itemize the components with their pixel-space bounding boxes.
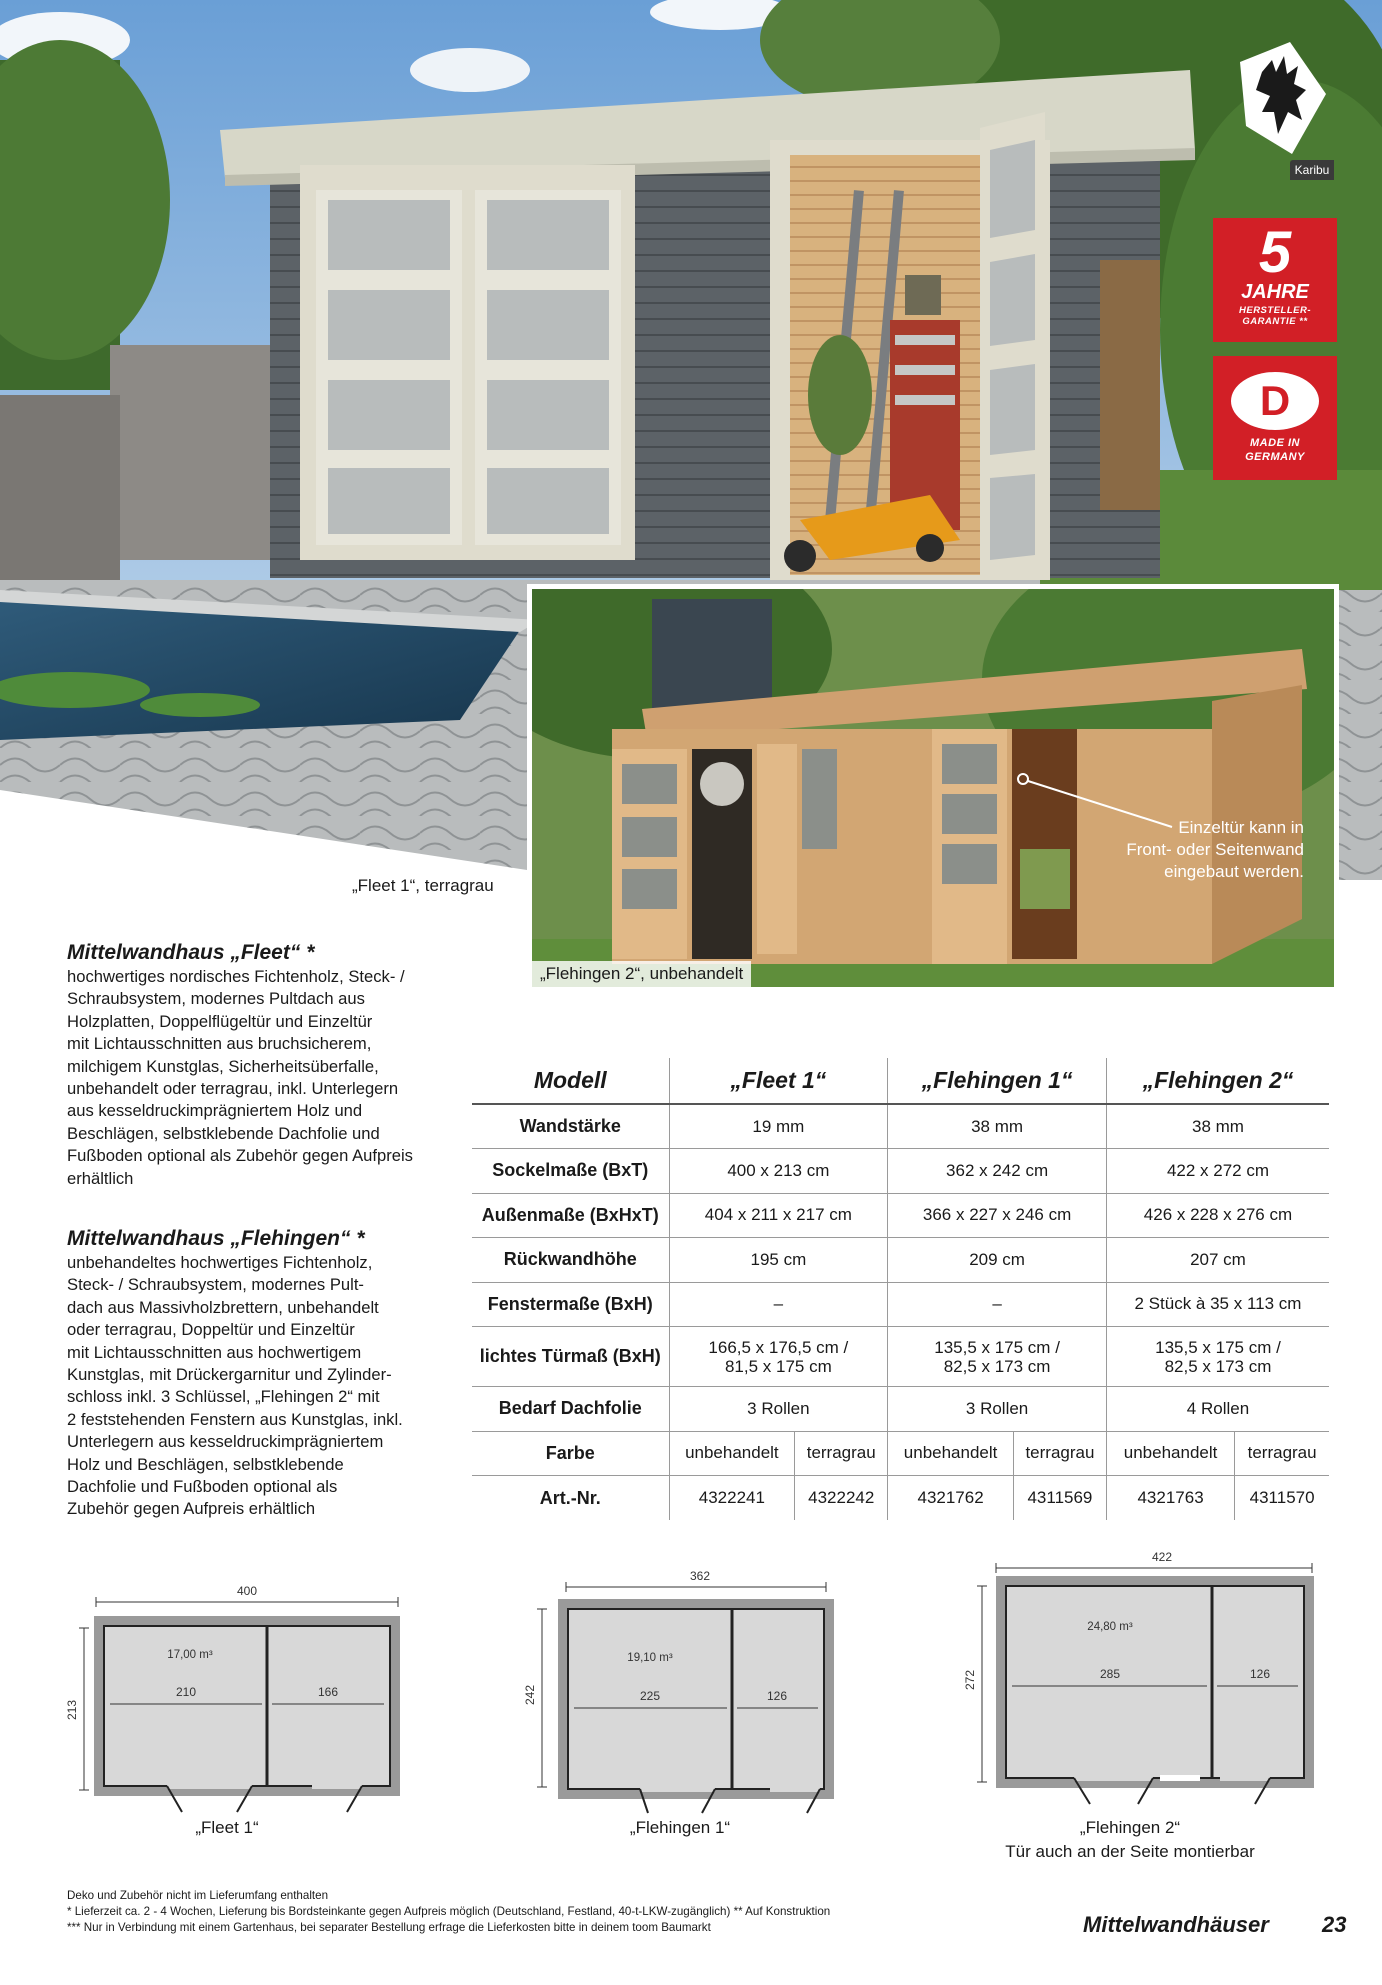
description-line: unbehandelt oder terragrau, inkl. Unterlegern [67,1079,399,1099]
country-oval-icon [1231,372,1319,430]
made-text-1: MADE IN [1250,437,1300,449]
description-line: Dachfolie und Fußboden optional als [67,1477,338,1497]
table-row [472,1238,1329,1283]
description-line: Unterlegern aus kesseldruckimprägniertem [67,1432,384,1452]
floor-plan-flehingen-1 [520,1565,850,1820]
table-cell [1106,1327,1329,1387]
plan-volume: 24,80 m³ [1087,1621,1133,1633]
table-row [472,1327,1329,1387]
description-line: Kunstglas, mit Drückergarnitur und Zylinder- [67,1365,392,1385]
plan-room-right: 126 [766,1689,788,1703]
cell-line: 135,5 x 175 cm / [934,1337,1060,1357]
description-line: Holz und Beschlägen, selbstklebende [67,1454,344,1474]
table-cell: 422 x 272 cm [1106,1149,1329,1194]
header-flehingen-1: „Flehingen 1“ [888,1058,1107,1104]
footer-note-1: Deko und Zubehör nicht im Lieferumfang enthalten [67,1889,329,1902]
table-cell: 2 Stück à 35 x 113 cm [1106,1282,1329,1327]
plan-label-fleet-1: „Fleet 1“ [195,1818,259,1837]
inset-caption: „Flehingen 2“, unbehandelt [532,961,751,987]
table-row [472,1282,1329,1327]
description-line: Zubehör gegen Aufpreis erhältlich [67,1499,316,1519]
cell-line: 166,5 x 176,5 cm / [708,1337,849,1357]
description-line: aus kesseldruckimprägniertem Holz und [67,1101,363,1121]
description-line: oder terragrau, Doppeltür und Einzeltür [67,1320,355,1340]
plan-depth: 272 [963,1669,977,1691]
table-cell: terragrau [1013,1431,1106,1476]
page-number: 23 [1322,1912,1347,1937]
brand-name: Karibu [1290,160,1334,180]
plan-depth: 242 [523,1684,537,1706]
plan-name: „Flehingen 2“ [1079,1818,1181,1837]
table-row [472,1104,1329,1149]
description-title: Mittelwandhaus „Fleet“ * [67,941,315,964]
plan-note: Tür auch an der Seite montierbar [1005,1842,1255,1861]
table-row [472,1387,1329,1432]
warranty-badge [1213,218,1337,342]
table-cell: unbehandelt [888,1431,1014,1476]
description-line: mit Lichtausschnitten aus hochwertigem [67,1342,362,1362]
warranty-text-2: GARANTIE ** [1242,316,1308,327]
row-label: Wandstärke [472,1104,669,1149]
plan-volume: 19,10 m³ [627,1652,673,1664]
row-label: Rückwandhöhe [472,1238,669,1283]
table-cell: 426 x 228 x 276 cm [1106,1193,1329,1238]
table-cell: 400 x 213 cm [669,1149,888,1194]
description-line: hochwertiges nordisches Fichtenholz, Steck- / [67,967,405,986]
table-cell: 209 cm [888,1238,1107,1283]
cell-line: 82,5 x 173 cm [1164,1356,1272,1376]
footer-note-3: *** Nur in Verbindung mit einem Gartenhaus, bei separater Bestellung erfrage die Lieferkosten bitte in deinem toom Baumarkt [67,1921,711,1934]
spec-table [472,1058,1329,1520]
plan-width: 422 [1151,1550,1173,1564]
plan-width: 362 [689,1569,711,1583]
header-flehingen-2: „Flehingen 2“ [1106,1058,1329,1104]
inset-photo [527,584,1339,992]
plan-depth: 213 [65,1699,79,1721]
table-row [472,1476,1329,1521]
row-label: Art.-Nr. [472,1476,669,1521]
row-label: Bedarf Dachfolie [472,1387,669,1432]
cell-line: 82,5 x 173 cm [943,1356,1051,1376]
table-cell: 207 cm [1106,1238,1329,1283]
table-cell: – [888,1282,1107,1327]
table-cell: 3 Rollen [669,1387,888,1432]
table-cell: 3 Rollen [888,1387,1107,1432]
table-cell: 38 mm [888,1104,1107,1149]
table-cell: 195 cm [669,1238,888,1283]
inset-illustration [532,589,1334,987]
plan-room-right: 166 [317,1685,339,1699]
table-cell [888,1327,1107,1387]
cell-line: 135,5 x 175 cm / [1155,1337,1281,1357]
footer-note-2: * Lieferzeit ca. 2 - 4 Wochen, Lieferung bis Bordsteinkante gegen Aufpreis möglich (Deutschland, Festland, 40-t-LKW-zugänglich) ** Auf Konstruktion [67,1905,831,1918]
hero-corner-shape [0,700,560,960]
table-cell: unbehandelt [1106,1431,1234,1476]
country-letter: D [1259,377,1291,424]
table-cell: 4311570 [1249,1488,1315,1507]
row-label: Farbe [472,1431,669,1476]
table-header-row [472,1058,1329,1104]
table-cell: 4321762 [888,1476,1014,1521]
description-line: erhältlich [67,1168,134,1188]
table-cell [669,1327,888,1387]
row-label: Fenstermaße (BxH) [472,1282,669,1327]
floor-plan-fleet-1 [62,1580,412,1825]
cell-line: 81,5 x 175 cm [724,1356,832,1376]
description-line: unbehandeltes hochwertiges Fichtenholz, [67,1253,373,1272]
description-line: schloss inkl. 3 Schlüssel, „Flehingen 2“ mit [67,1387,380,1407]
table-cell: terragrau [1235,1431,1329,1476]
table-cell: terragrau [795,1431,888,1476]
warranty-number: 5 [1258,220,1292,285]
table-cell: 4322242 [795,1476,888,1521]
table-row [472,1193,1329,1238]
table-cell: 4311569 [1013,1476,1106,1521]
deer-icon [1232,42,1332,162]
warranty-unit: JAHRE [1241,281,1309,303]
table-cell: 38 mm [1106,1104,1329,1149]
table-cell: 404 x 211 x 217 cm [669,1193,888,1238]
table-cell: 366 x 227 x 246 cm [888,1193,1107,1238]
header-model: Modell [472,1058,669,1104]
section-title: Mittelwandhäuser [1083,1912,1269,1937]
table-cell: 4321763 [1106,1476,1234,1521]
description-line: milchigem Kunstglas, Sicherheitsüberfalle, [67,1056,379,1076]
plan-label-flehingen-1: „Flehingen 1“ [629,1818,731,1837]
callout-line-2: Front- oder Seitenwand [1126,840,1304,859]
description-line: Steck- / Schraubsystem, modernes Pult- [67,1275,364,1295]
made-text-2: GERMANY [1245,451,1305,463]
row-label: lichtes Türmaß (BxH) [472,1327,669,1387]
description-fleet [67,940,427,1190]
table-row [472,1431,1329,1476]
table-cell: 362 x 242 cm [888,1149,1107,1194]
table-cell: 4 Rollen [1106,1387,1329,1432]
row-label: Sockelmaße (BxT) [472,1149,669,1194]
table-cell: 19 mm [669,1104,888,1149]
door-callout [1126,817,1304,883]
plan-room-left: 285 [1099,1667,1121,1681]
table-cell: 4322241 [669,1476,795,1521]
table-cell: unbehandelt [669,1431,795,1476]
plan-room-left: 225 [639,1689,661,1703]
plan-room-right: 126 [1249,1667,1271,1681]
plan-room-left: 210 [175,1685,197,1699]
plan-volume: 17,00 m³ [167,1649,213,1661]
description-line: Holzplatten, Doppelflügeltür und Einzeltür [67,1011,373,1031]
description-line: Schraubsystem, modernes Pultdach aus [67,989,365,1009]
description-line: Fußboden optional als Zubehör gegen Aufpreis [67,1146,413,1166]
plan-width: 400 [236,1584,258,1598]
plan-label-flehingen-2 [980,1816,1280,1864]
description-line: Beschlägen, selbstklebende Dachfolie und [67,1123,380,1143]
description-flehingen [67,1226,427,1521]
warranty-text-1: HERSTELLER- [1239,305,1311,316]
description-line: mit Lichtausschnitten aus bruchsicherem, [67,1034,372,1054]
header-fleet-1: „Fleet 1“ [669,1058,888,1104]
callout-line-1: Einzeltür kann in [1178,818,1304,837]
row-label: Außenmaße (BxHxT) [472,1193,669,1238]
hero-caption: „Fleet 1“, terragrau [352,876,494,895]
callout-line-3: eingebaut werden. [1164,862,1304,881]
made-in-germany-badge [1213,356,1337,480]
brand-logo [1232,42,1332,182]
table-row [472,1149,1329,1194]
table-cell: – [669,1282,888,1327]
description-line: dach aus Massivholzbrettern, unbehandelt [67,1297,379,1317]
floor-plan-flehingen-2 [960,1548,1320,1813]
description-title: Mittelwandhaus „Flehingen“ * [67,1227,365,1250]
description-line: 2 feststehenden Fenstern aus Kunstglas, inkl. [67,1409,403,1429]
